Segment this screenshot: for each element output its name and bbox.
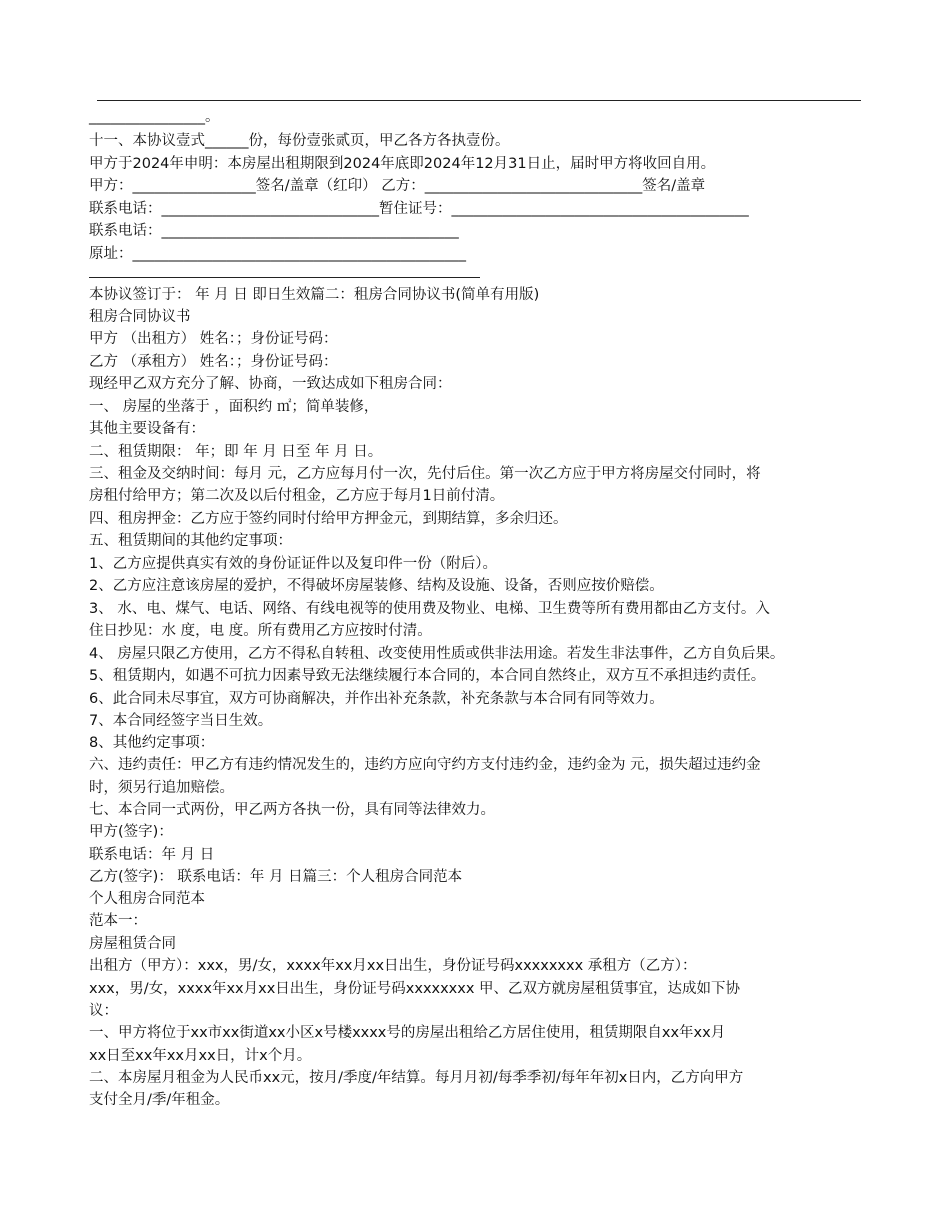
text-line: 联系电话：_________________________________________ (89, 223, 459, 239)
text-line: 本协议签订于： 年 月 日 即日生效篇二：租房合同协议书(简单有用版) (89, 287, 540, 303)
text-line: 乙方 （承租方） 姓名：；身份证号码： (89, 354, 338, 370)
text-line: 1、乙方应提供真实有效的身份证证件以及复印件一份（附后）。 (89, 556, 497, 572)
text-line: 住日抄见：水 度，电 度。所有费用乙方应按时付清。 (89, 623, 432, 639)
text-line: 出租方（甲方）：xxx，男/女，xxxx年xx月xx日出生，身份证号码xxxxxxxx 承租方（乙方）： (89, 958, 697, 974)
text-line: 甲方于2024年申明：本房屋出租期限到2024年底即2024年12月31日止，届时甲方将收回自用。 (89, 156, 716, 172)
text-line: 十一、本协议壹式______份，每份壹张贰页，甲乙各方各执壹份。 (89, 133, 510, 149)
text-line: 时，须另行追加赔偿。 (89, 780, 234, 796)
text-line: 甲方 （出租方） 姓名：；身份证号码： (89, 331, 338, 347)
text-line: 联系电话：______________________________暂住证号：_________________________________________ (89, 201, 749, 217)
text-line: 二、本房屋月租金为人民币xx元，按月/季度/年结算。每月月初/每季季初/每年年初x日内，乙方向甲方 (89, 1070, 744, 1086)
text-line: 一、 房屋的坐落于 ，面积约 ㎡；简单装修， (89, 399, 379, 415)
text-line: ________________。 (89, 109, 220, 125)
text-line: 五、租赁期间的其他约定事项： (89, 533, 292, 549)
text-line: 七、本合同一式两份，甲乙两方各执一份，具有同等法律效力。 (89, 802, 495, 818)
text-line: 原址：______________________________________________ (89, 246, 466, 262)
text-line: 二、租赁期限： 年；即 年 月 日至 年 月 日。 (89, 444, 383, 460)
text-line: 四、租房押金：乙方应于签约同时付给甲方押金元，到期结算，多余归还。 (89, 511, 568, 527)
text-line: 4、 房屋只限乙方使用，乙方不得私自转租、改变使用性质或供非法用途。若发生非法事件，乙方自负后果。 (89, 646, 785, 662)
text-line: 8、其他约定事项： (89, 735, 215, 751)
top-underline-rule (97, 100, 861, 101)
text-line: 六、违约责任：甲乙方有违约情况发生的，违约方应向守约方支付违约金，违约金为 元，损失超过违约金 (89, 757, 761, 773)
text-line: 其他主要设备有： (89, 421, 205, 437)
text-line: 房屋租赁合同 (89, 936, 176, 952)
text-line: 现经甲乙双方充分了解、协商，一致达成如下租房合同： (89, 376, 452, 392)
text-line: 甲方(签字)： (89, 824, 173, 840)
text-line: 7、本合同经签字当日生效。 (89, 713, 273, 729)
text-line: 房租付给甲方；第二次及以后付租金，乙方应于每月1日前付清。 (89, 488, 505, 504)
text-line: 支付全月/季/年租金。 (89, 1092, 230, 1108)
text-line: 议： (89, 1003, 118, 1019)
text-line: xx日至xx年xx月xx日，计x个月。 (89, 1048, 312, 1064)
text-line: 6、此合同未尽事宜，双方可协商解决，并作出补充条款，补充条款与本合同有同等效力。 (89, 691, 664, 707)
text-line: 5、租赁期内，如遇不可抗力因素导致无法继续履行本合同的，本合同自然终止，双方互不承担违约责任。 (89, 668, 766, 684)
text-line: 甲方：_________________签名/盖章（红印） 乙方：______________________________签名/盖章 (89, 178, 706, 194)
text-line: xxx，男/女，xxxx年xx月xx日出生，身份证号码xxxxxxxx 甲、乙双方就房屋租赁事宜，达成如下协 (89, 981, 741, 997)
text-line: 一、甲方将位于xx市xx街道xx小区x号楼xxxx号的房屋出租给乙方居住使用，租赁期限自xx年xx月 (89, 1025, 726, 1041)
text-line: 3、 水、电、煤气、电话、网络、有线电视等的使用费及物业、电梯、卫生费等所有费用都由乙方支付。入 (89, 601, 770, 617)
text-line: 三、租金及交纳时间：每月 元，乙方应每月付一次，先付后住。第一次乙方应于甲方将房屋交付同时，将 (89, 466, 761, 482)
text-line: 个人租房合同范本 (89, 891, 205, 907)
text-line: 租房合同协议书 (89, 309, 191, 325)
text-line: 范本一： (89, 913, 147, 929)
address-underline-rule (89, 277, 480, 278)
text-line: 乙方(签字)： 联系电话：年 月 日篇三：个人租房合同范本 (89, 869, 463, 885)
text-line: 2、乙方应注意该房屋的爱护，不得破坏房屋装修、结构及设施、设备，否则应按价赔偿。 (89, 578, 664, 594)
text-line: 联系电话：年 月 日 (89, 847, 215, 863)
